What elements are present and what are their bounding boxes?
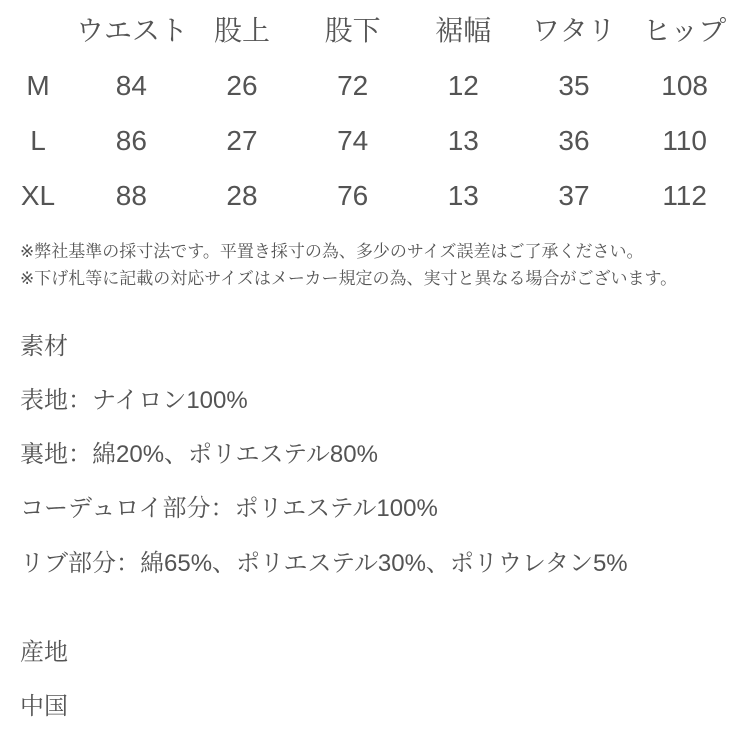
cell-thigh: 35 — [558, 69, 590, 101]
column-header-inseam: 股下 — [324, 15, 381, 46]
cell-rise: 28 — [226, 179, 258, 211]
column-header-rise: 股上 — [213, 15, 270, 46]
cell-thigh: 37 — [558, 179, 590, 211]
material-heading: 素材 — [20, 333, 68, 360]
cell-thigh: 36 — [558, 124, 590, 156]
note-line-1: ※弊社基準の採寸法です。平置き採寸の為、多少のサイズ誤差はご了承ください。 — [20, 242, 644, 261]
cell-rise: 27 — [226, 124, 258, 156]
material-rib-part: リブ部分：綿65%、ポリエステル30%、ポリウレタン5% — [20, 550, 628, 577]
cell-inseam: 74 — [337, 124, 369, 156]
column-header-waist: ウエスト — [76, 15, 189, 46]
cell-inseam: 76 — [337, 179, 369, 211]
size-column-header-empty — [0, 0, 76, 58]
material-lining: 裏地：綿20%、ポリエステル80% — [20, 441, 378, 468]
cell-hem: 12 — [447, 69, 479, 101]
column-header-hem: 裾幅 — [435, 15, 492, 46]
size-table — [0, 0, 740, 223]
size-label: XL — [20, 179, 56, 211]
origin-country: 中国 — [20, 693, 68, 720]
material-outer-fabric: 表地：ナイロン100% — [20, 387, 248, 414]
cell-waist: 84 — [115, 69, 147, 101]
column-header-thigh: ワタリ — [532, 15, 616, 46]
cell-hem: 13 — [447, 179, 479, 211]
origin-heading: 産地 — [20, 639, 68, 666]
column-header-hip: ヒップ — [643, 15, 727, 46]
cell-hem: 13 — [447, 124, 479, 156]
note-line-2: ※下げ札等に記載の対応サイズはメーカー規定の為、実寸と異なる場合がございます。 — [20, 269, 678, 288]
cell-hip: 110 — [662, 124, 707, 156]
cell-inseam: 72 — [337, 69, 369, 101]
size-label: L — [30, 124, 46, 156]
cell-hip: 112 — [662, 179, 707, 211]
table-row-l — [0, 113, 740, 168]
cell-rise: 26 — [226, 69, 258, 101]
cell-hip: 108 — [661, 69, 708, 101]
table-row-xl — [0, 168, 740, 223]
size-table-header-row — [0, 0, 740, 58]
size-label: M — [26, 69, 50, 101]
material-corduroy-part: コーデュロイ部分：ポリエステル100% — [20, 495, 438, 522]
measurement-notes — [20, 238, 740, 292]
cell-waist: 86 — [115, 124, 147, 156]
cell-waist: 88 — [115, 179, 147, 211]
table-row-m — [0, 58, 740, 113]
